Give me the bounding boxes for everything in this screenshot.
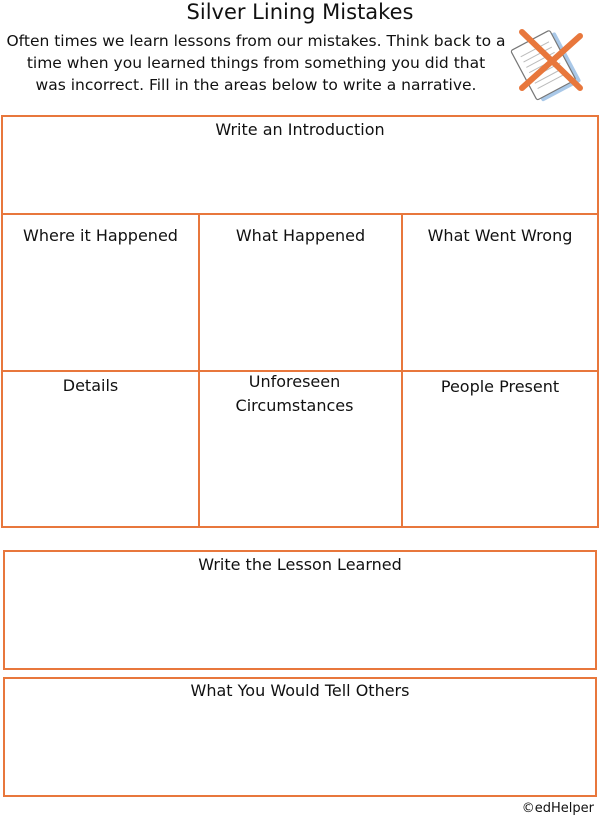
- crossed-out-paper-icon: [510, 22, 590, 108]
- details-label: Details: [62, 376, 119, 395]
- instructions-line: time when you learned things from something you did that: [26, 54, 486, 72]
- what-happened-box[interactable]: [198, 213, 403, 372]
- introduction-label: Write an Introduction: [215, 120, 385, 139]
- instructions: [0, 30, 512, 96]
- unforeseen-circumstances-label-line2: Circumstances: [235, 396, 354, 415]
- tell-others-label: What You Would Tell Others: [190, 681, 410, 700]
- people-present-box[interactable]: [401, 370, 599, 528]
- worksheet-title: Silver Lining Mistakes: [186, 0, 414, 24]
- where-it-happened-box[interactable]: [1, 213, 200, 372]
- instructions-line: was incorrect. Fill in the areas below to write a narrative.: [35, 76, 477, 94]
- lesson-learned-label: Write the Lesson Learned: [198, 555, 402, 574]
- unforeseen-circumstances-label-line1: Unforeseen: [248, 372, 341, 391]
- details-box[interactable]: [1, 370, 200, 528]
- copyright-text: ©edHelper: [521, 801, 594, 816]
- tell-others-box[interactable]: [3, 677, 597, 797]
- introduction-box[interactable]: [1, 115, 599, 215]
- what-happened-label: What Happened: [235, 226, 366, 245]
- where-it-happened-label: Where it Happened: [23, 226, 178, 245]
- instructions-line: Often times we learn lessons from our mistakes. Think back to a: [6, 32, 506, 50]
- people-present-label: People Present: [440, 377, 560, 396]
- unforeseen-circumstances-box[interactable]: [198, 370, 403, 528]
- what-went-wrong-label: What Went Wrong: [427, 226, 573, 245]
- what-went-wrong-box[interactable]: [401, 213, 599, 372]
- lesson-learned-box[interactable]: [3, 550, 597, 670]
